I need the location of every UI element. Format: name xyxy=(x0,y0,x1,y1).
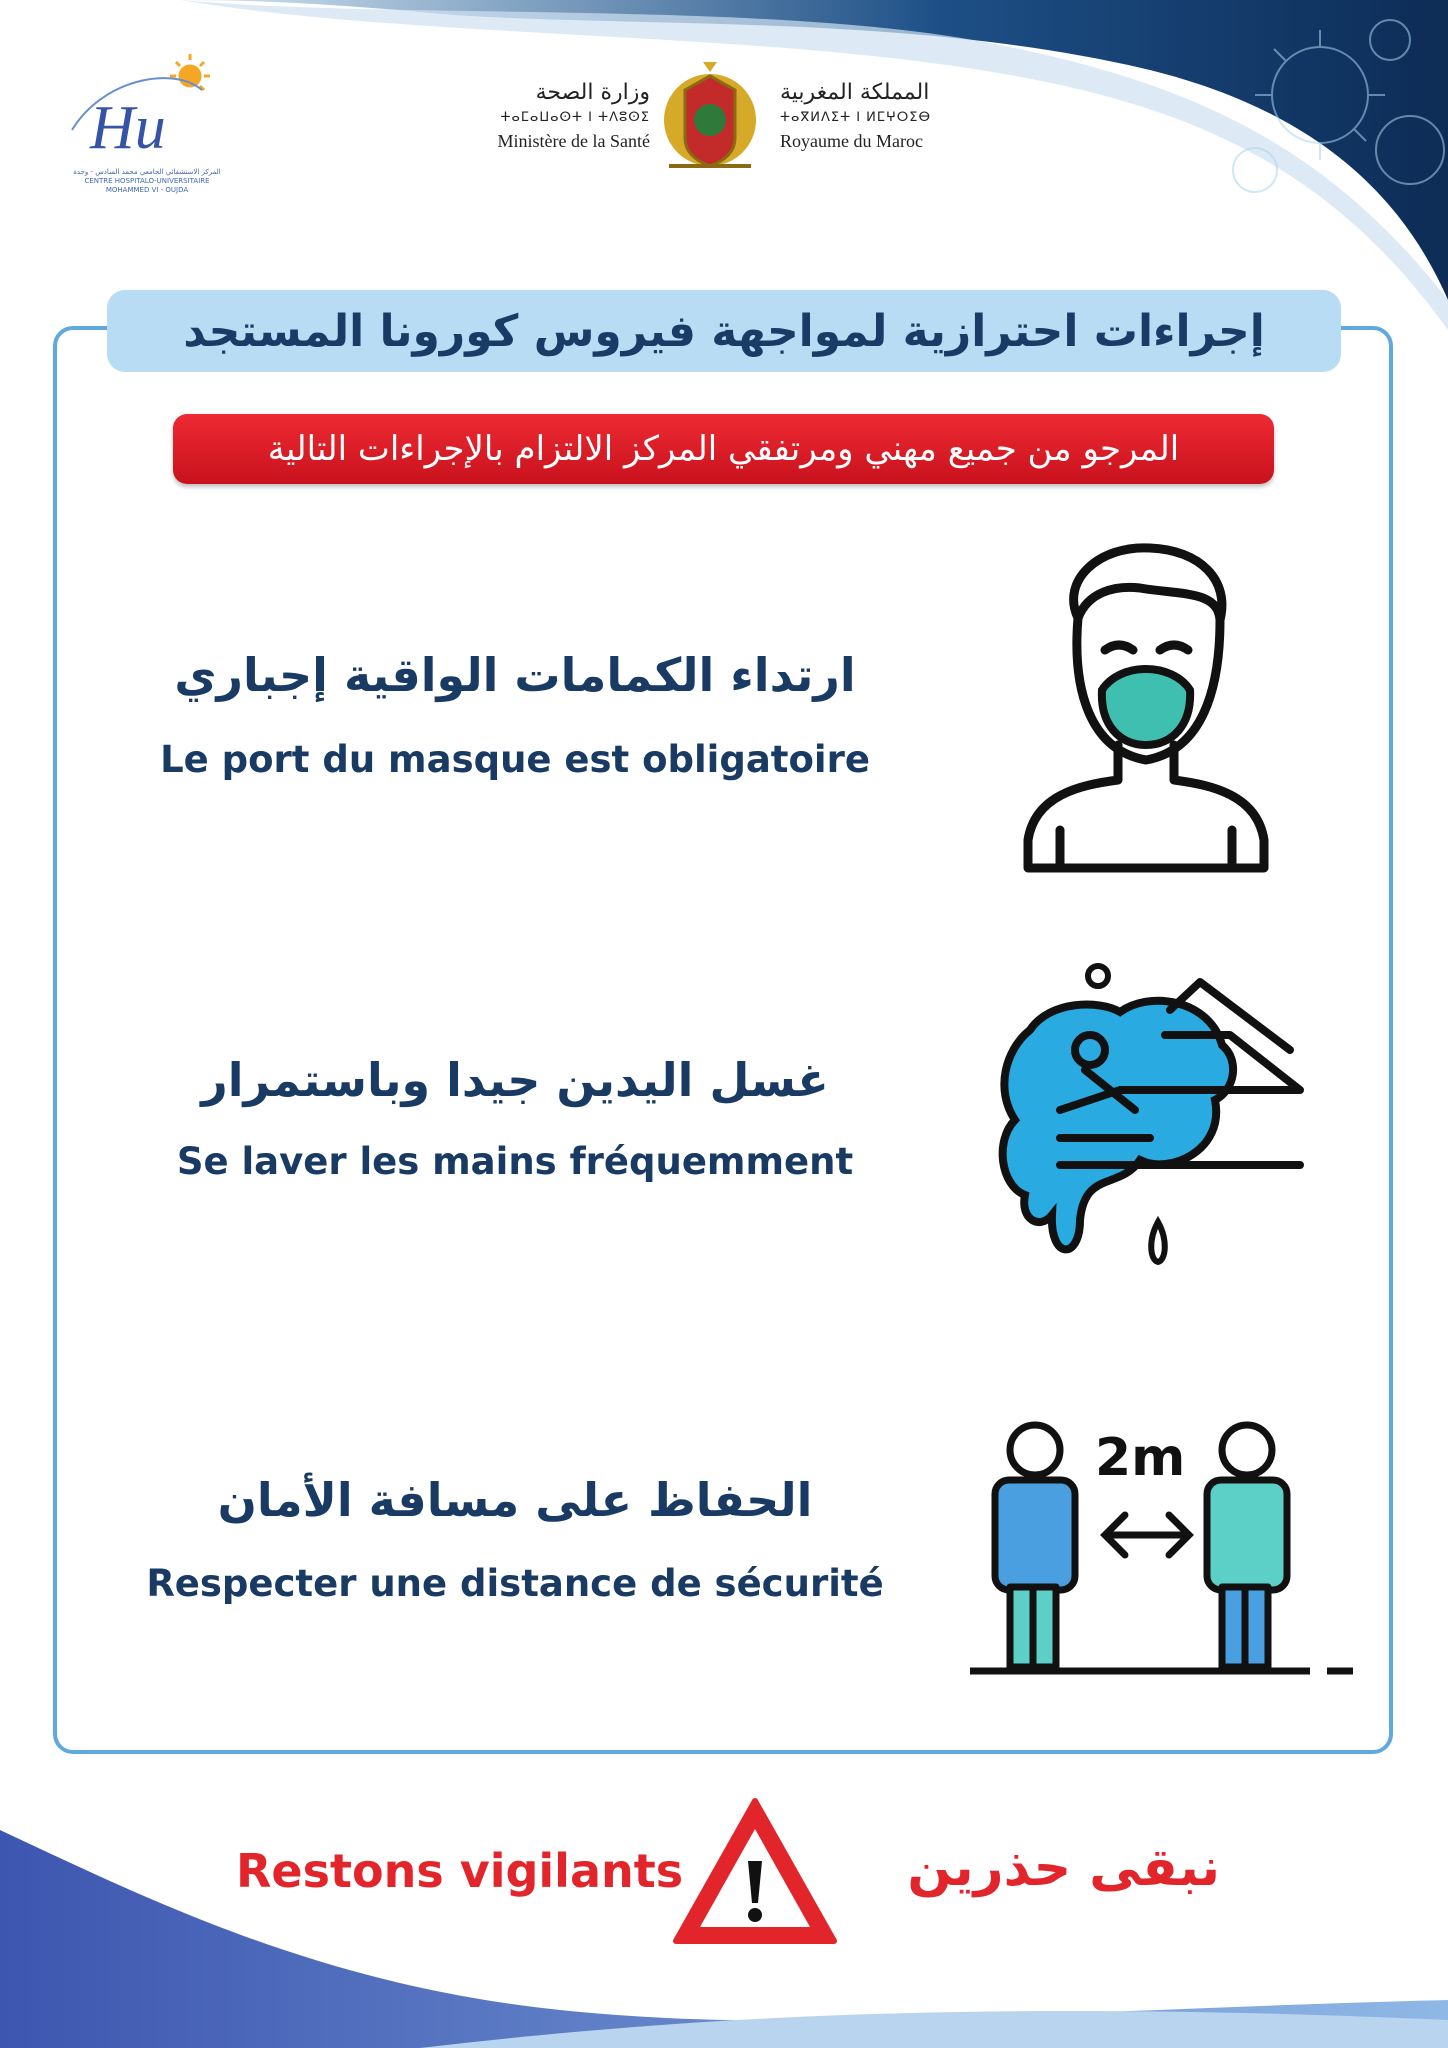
distance-label: 2m xyxy=(1095,1428,1186,1488)
title-banner xyxy=(107,290,1341,372)
measure-2-french: Se laver les mains fréquemment xyxy=(176,1140,854,1183)
chu-logo-text: Hu xyxy=(90,94,166,162)
hand-washing-icon xyxy=(990,960,1305,1300)
subtitle-banner xyxy=(173,414,1274,484)
page-title: إجراءات احترازية لمواجهة فيروس كورونا المستجد xyxy=(183,305,1265,357)
ministry-label xyxy=(470,78,650,154)
footer-arabic: نبقى حذرين xyxy=(907,1838,1220,1898)
measure-3-french: Respecter une distance de sécurité xyxy=(146,1562,884,1605)
face-mask-icon xyxy=(1020,540,1272,874)
footer-french: Restons vigilants xyxy=(236,1844,684,1898)
ministry-tifinagh: ⵜⴰⵎⴰⵡⴰⵙⵜ ⵏ ⵜⴷⵓⵙⵉ xyxy=(500,110,650,125)
ministry-arabic: وزارة الصحة xyxy=(535,80,650,105)
person-right xyxy=(1207,1425,1287,1667)
measure-1-french: Le port du masque est obligatoire xyxy=(160,738,870,781)
chu-subtitle-ar: المركز الاستشفائي الجامعي محمد السادس - وجدة xyxy=(73,168,221,176)
measure-1-arabic: ارتداء الكمامات الواقية إجباري xyxy=(174,648,856,702)
chu-logo-subtitle xyxy=(62,168,232,195)
social-distance-icon xyxy=(965,1415,1360,1680)
kingdom-tifinagh: ⵜⴰⴳⵍⴷⵉⵜ ⵏ ⵍⵎⵖⵔⵉⴱ xyxy=(780,110,932,125)
double-arrow-icon xyxy=(1105,1515,1189,1555)
measure-2-arabic: غسل اليدين جيدا وباستمرار xyxy=(201,1053,829,1107)
royal-emblem xyxy=(655,58,765,176)
kingdom-label xyxy=(780,78,980,154)
chu-subtitle-fr: CENTRE HOSPITALO-UNIVERSITAIRE MOHAMMED VI - OUJDA xyxy=(84,177,210,194)
page-subtitle: المرجو من جميع مهني ومرتفقي المركز الالتزام بالإجراءات التالية xyxy=(267,429,1180,469)
kingdom-arabic: المملكة المغربية xyxy=(780,80,930,105)
person-left xyxy=(995,1425,1075,1667)
sun-icon xyxy=(170,54,210,90)
warning-icon xyxy=(670,1795,840,1947)
ministry-french: Ministère de la Santé xyxy=(497,131,650,151)
kingdom-french: Royaume du Maroc xyxy=(780,131,923,151)
measure-3-arabic: الحفاظ على مسافة الأمان xyxy=(217,1473,813,1527)
